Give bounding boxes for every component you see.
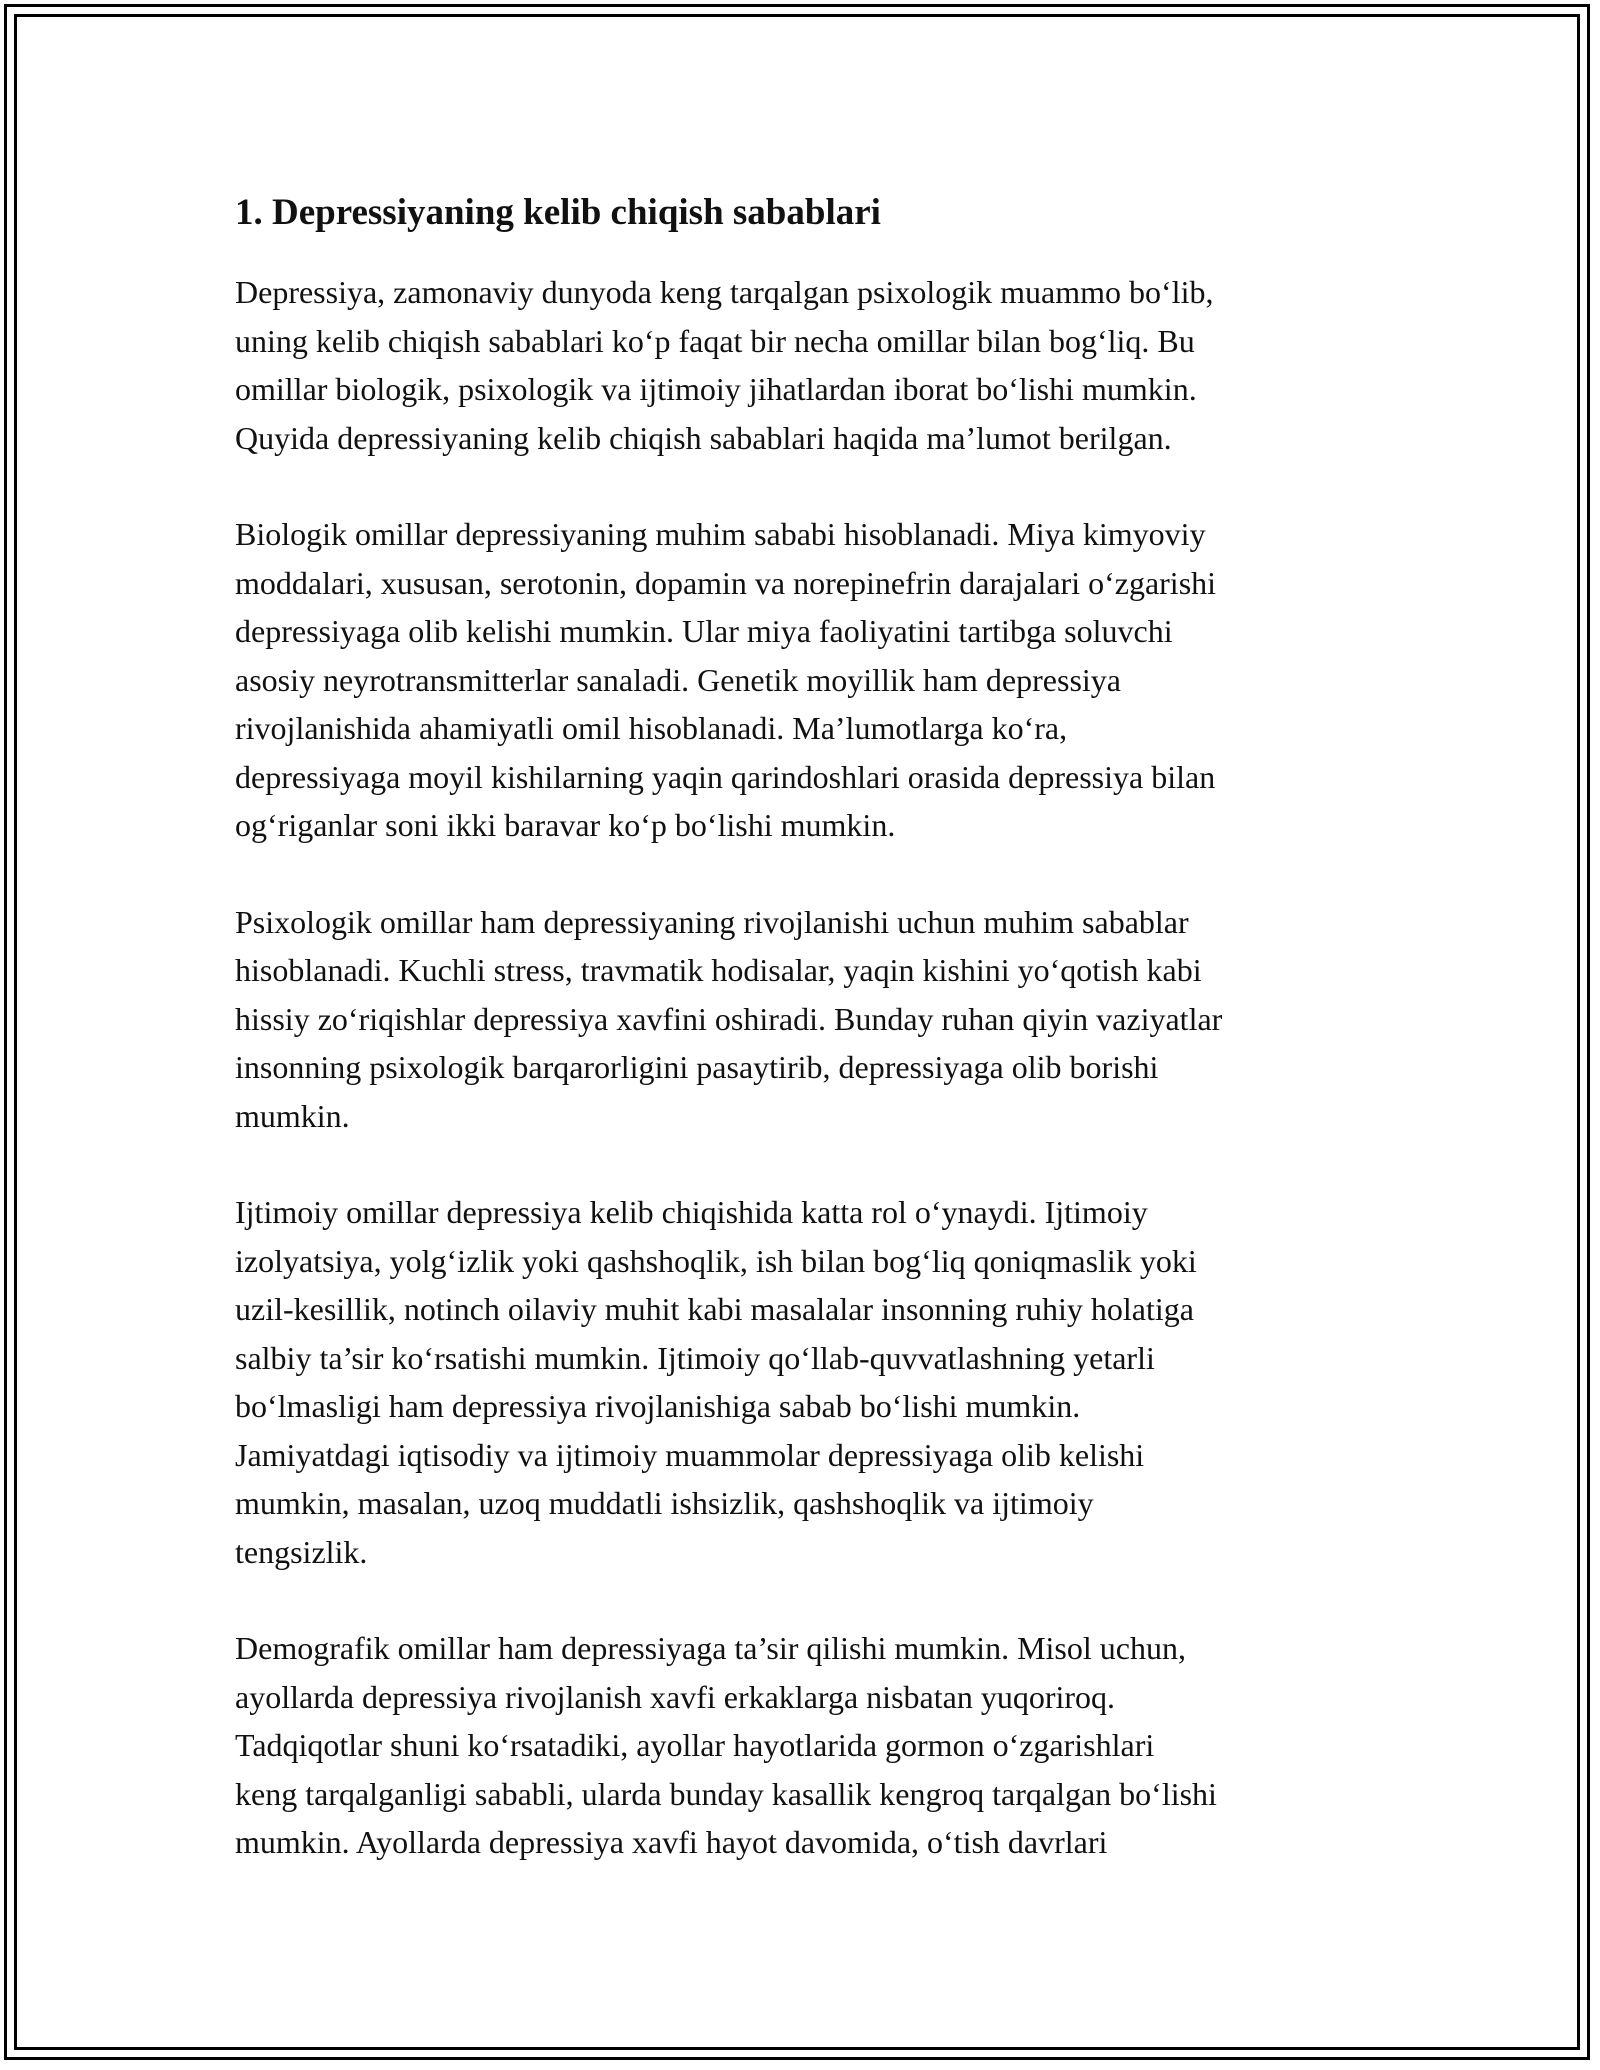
text-line: Tadqiqotlar shuni ko‘rsatadiki, ayollar hayotlarida gormon o‘zgarishlari <box>235 1727 1155 1763</box>
text-line: Biologik omillar depressiyaning muhim sababi hisoblanadi. Miya kimyoviy <box>235 516 1206 552</box>
section-heading: 1. Depressiyaning kelib chiqish sabablari <box>235 192 881 233</box>
text-line: insonning psixologik barqarorligini pasaytirib, depressiyaga olib borishi <box>235 1049 1159 1085</box>
text-line: uning kelib chiqish sabablari ko‘p faqat bir necha omillar bilan bog‘liq. Bu <box>235 322 1195 359</box>
text-line: Psixologik omillar ham depressiyaning rivojlanishi uchun muhim sabablar <box>235 903 1189 940</box>
text-line: rivojlanishida ahamiyatli omil hisoblanadi. Ma’lumotlarga ko‘ra, <box>235 710 1068 746</box>
text-line: og‘riganlar soni ikki baravar ko‘p bo‘lishi mumkin. <box>235 807 896 843</box>
text-line: izolyatsiya, yolg‘izlik yoki qashshoqlik, ish bilan bog‘liq qoniqmaslik yoki <box>235 1242 1197 1279</box>
text-line: Quyida depressiyaning kelib chiqish sabablari haqida ma’lumot berilgan. <box>235 419 1172 456</box>
text-line: Demografik omillar ham depressiyaga ta’sir qilishi mumkin. Misol uchun, <box>235 1630 1186 1666</box>
text-line: salbiy ta’sir ko‘rsatishi mumkin. Ijtimoiy qo‘llab-quvvatlashning yetarli <box>235 1339 1155 1376</box>
text-line: mumkin. <box>235 1097 350 1134</box>
text-line: Ijtimoiy omillar depressiya kelib chiqishida katta rol o‘ynaydi. Ijtimoiy <box>235 1194 1148 1230</box>
text-line: bo‘lmasligi ham depressiya rivojlanishiga sabab bo‘lishi mumkin. <box>235 1388 1081 1424</box>
text-line: keng tarqalganligi sababli, ularda bunday kasallik kengroq tarqalgan bo‘lishi <box>235 1775 1217 1812</box>
paragraph-intro <box>235 268 1375 462</box>
text-line: depressiyaga moyil kishilarning yaqin qarindoshlari orasida depressiya bilan <box>235 758 1216 795</box>
text-line: uzil-kesillik, notinch oilaviy muhit kabi masalalar insonning ruhiy holatiga <box>235 1291 1194 1327</box>
paragraph-demographic <box>235 1624 1375 1867</box>
text-line: omillar biologik, psixologik va ijtimoiy jihatlardan iborat bo‘lishi mumkin. <box>235 371 1197 407</box>
text-line: Jamiyatdagi iqtisodiy va ijtimoiy muammolar depressiyaga olib kelishi <box>235 1436 1145 1473</box>
text-line: Depressiya, zamonaviy dunyoda keng tarqalgan psixologik muammo bo‘lib, <box>235 274 1214 310</box>
text-line: hissiy zo‘riqishlar depressiya xavfini oshiradi. Bunday ruhan qiyin vaziyatlar <box>235 1000 1223 1037</box>
paragraph-social <box>235 1188 1375 1576</box>
text-line: mumkin. Ayollarda depressiya xavfi hayot davomida, o‘tish davrlari <box>235 1824 1108 1860</box>
text-line: asosiy neyrotransmitterlar sanaladi. Genetik moyillik ham depressiya <box>235 661 1121 698</box>
text-line: tengsizlik. <box>235 1533 368 1570</box>
document-body <box>235 186 1375 1915</box>
text-line: hisoblanadi. Kuchli stress, travmatik hodisalar, yaqin kishini yo‘qotish kabi <box>235 952 1202 988</box>
paragraph-biological <box>235 510 1375 850</box>
paragraph-psychological <box>235 898 1375 1141</box>
text-line: ayollarda depressiya rivojlanish xavfi erkaklarga nisbatan yuqoriroq. <box>235 1678 1116 1715</box>
text-line: moddalari, xususan, serotonin, dopamin va norepinefrin darajalari o‘zgarishi <box>235 564 1217 601</box>
text-line: mumkin, masalan, uzoq muddatli ishsizlik, qashshoqlik va ijtimoiy <box>235 1485 1094 1521</box>
text-line: depressiyaga olib kelishi mumkin. Ular miya faoliyatini tartibga soluvchi <box>235 613 1173 649</box>
